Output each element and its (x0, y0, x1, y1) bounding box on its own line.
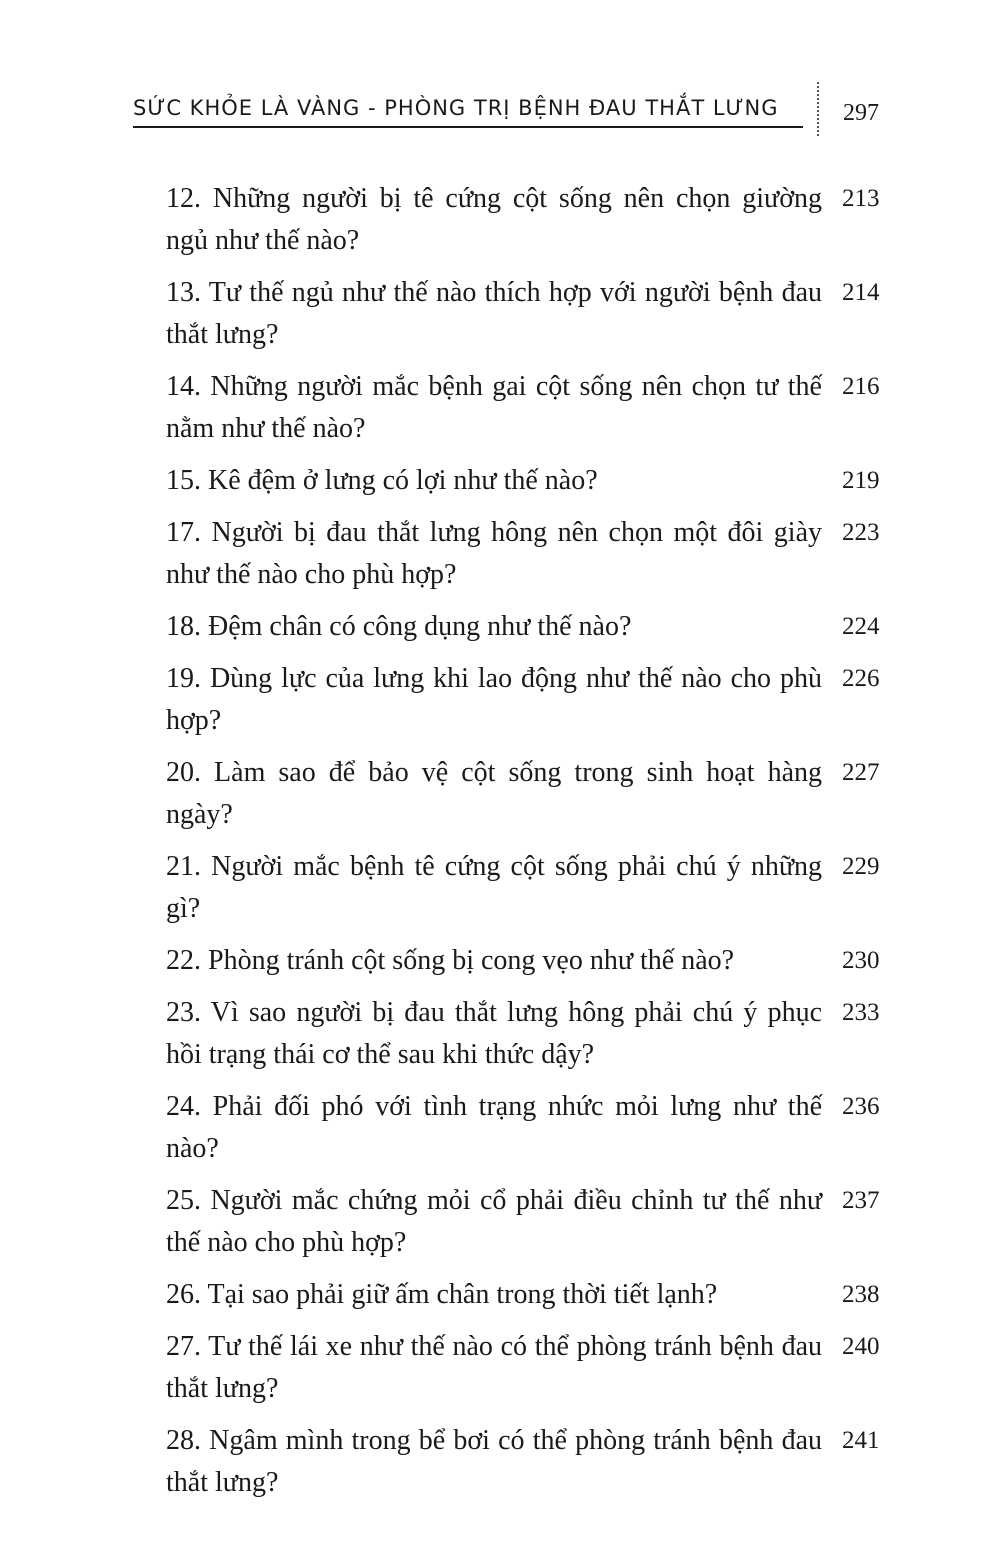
toc-entry-title: 20. Làm sao để bảo vệ cột sống trong sinh hoạt hàng ngày? (166, 757, 822, 830)
toc-entry-title: 17. Người bị đau thắt lưng hông nên chọn một đôi giày như thế nào cho phù hợp? (166, 517, 822, 590)
table-of-contents (166, 178, 886, 1514)
toc-entry-page: 227 (842, 759, 880, 786)
toc-entry-title: 18. Đệm chân có công dụng như thế nào? (166, 611, 632, 642)
page-number: 297 (843, 100, 879, 126)
running-header (133, 86, 803, 128)
toc-entry (166, 178, 886, 262)
toc-entry-page: 237 (842, 1187, 880, 1214)
toc-entry (166, 366, 886, 450)
toc-entry-title: 23. Vì sao người bị đau thắt lưng hông phải chú ý phục hồi trạng thái cơ thể sau khi thức dậy? (166, 997, 822, 1070)
toc-entry (166, 1180, 886, 1264)
toc-entry (166, 846, 886, 930)
toc-entry-title: 22. Phòng tránh cột sống bị cong vẹo như thế nào? (166, 945, 735, 976)
toc-entry-title: 27. Tư thế lái xe như thế nào có thể phòng tránh bệnh đau thắt lưng? (166, 1331, 822, 1404)
toc-entry (166, 1326, 886, 1410)
toc-entry-title: 26. Tại sao phải giữ ấm chân trong thời tiết lạnh? (166, 1279, 718, 1310)
toc-entry (166, 606, 886, 648)
toc-entry-title: 15. Kê đệm ở lưng có lợi như thế nào? (166, 465, 598, 496)
toc-entry-page: 216 (842, 373, 880, 400)
toc-entry-page: 223 (842, 519, 880, 546)
toc-entry (166, 272, 886, 356)
toc-entry (166, 940, 886, 982)
toc-entry-title: 13. Tư thế ngủ như thế nào thích hợp với người bệnh đau thắt lưng? (166, 277, 822, 350)
toc-entry-title: 24. Phải đối phó với tình trạng nhức mỏi lưng như thế nào? (166, 1091, 822, 1164)
toc-entry-title: 14. Những người mắc bệnh gai cột sống nên chọn tư thế nằm như thế nào? (166, 371, 822, 444)
toc-entry-page: 233 (842, 999, 880, 1026)
toc-entry-page: 229 (842, 853, 880, 880)
toc-entry-page: 213 (842, 185, 880, 212)
toc-entry-page: 226 (842, 665, 880, 692)
toc-entry-page: 219 (842, 467, 880, 494)
toc-entry-title: 21. Người mắc bệnh tê cứng cột sống phải chú ý những gì? (166, 851, 822, 924)
toc-entry (166, 1274, 886, 1316)
toc-entry (166, 752, 886, 836)
toc-entry (166, 658, 886, 742)
toc-entry-page: 214 (842, 279, 880, 306)
toc-entry-page: 224 (842, 613, 880, 640)
toc-entry-title: 25. Người mắc chứng mỏi cổ phải điều chỉnh tư thế như thế nào cho phù hợp? (166, 1185, 822, 1258)
toc-entry (166, 1420, 886, 1504)
toc-entry-page: 241 (842, 1427, 880, 1454)
toc-entry (166, 512, 886, 596)
toc-entry-title: 12. Những người bị tê cứng cột sống nên chọn giường ngủ như thế nào? (166, 183, 822, 256)
running-title: SỨC KHỎE LÀ VÀNG - PHÒNG TRỊ BỆNH ĐAU THẮT LƯNG (133, 96, 779, 120)
toc-entry-title: 19. Dùng lực của lưng khi lao động như thế nào cho phù hợp? (166, 663, 822, 736)
toc-entry-page: 238 (842, 1281, 880, 1308)
toc-entry-title: 28. Ngâm mình trong bể bơi có thể phòng tránh bệnh đau thắt lưng? (166, 1425, 822, 1498)
toc-entry-page: 240 (842, 1333, 880, 1360)
toc-entry (166, 1086, 886, 1170)
toc-entry-page: 230 (842, 947, 880, 974)
toc-entry (166, 460, 886, 502)
toc-entry-page: 236 (842, 1093, 880, 1120)
header-divider (817, 82, 819, 136)
toc-entry (166, 992, 886, 1076)
